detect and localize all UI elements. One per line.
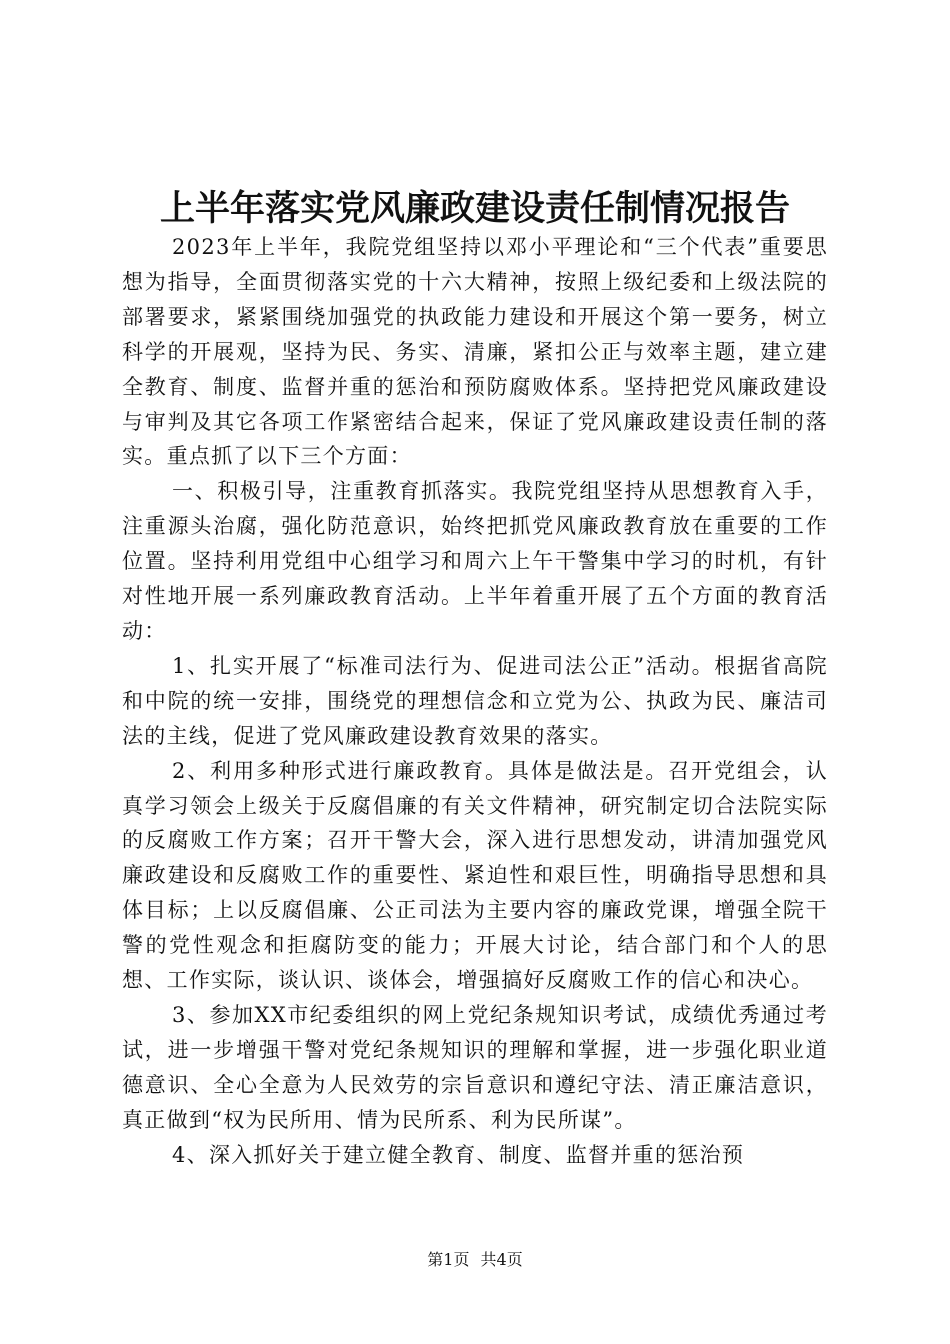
paragraph-section-1: 一、积极引导，注重教育抓落实。我院党组坚持从思想教育入手，注重源头治腐，强化防范意识，始终把抓党风廉政教育放在重要的工作位置。坚持利用党组中心组学习和周六上午干警集中学习的时机，有针对性地开展一系列廉政教育活动。上半年着重开展了五个方面的教育活动： [122, 479, 828, 643]
paragraph-item-1: 1、扎实开展了“标准司法行为、促进司法公正”活动。根据省高院和中院的统一安排，围绕党的理想信念和立党为公、执政为民、廉洁司法的主线，促进了党风廉政建设教育效果的落实。 [122, 653, 828, 748]
document-body [122, 230, 828, 1172]
page-total: 共4页 [480, 1250, 523, 1269]
paragraph-item-4: 4、深入抓好关于建立健全教育、制度、监督并重的惩治预 [172, 1142, 745, 1167]
paragraph-intro: 2023年上半年，我院党组坚持以邓小平理论和“三个代表”重要思想为指导，全面贯彻落实党的十六大精神，按照上级纪委和上级法院的部署要求，紧紧围绕加强党的执政能力建设和开展这个第一要务，树立科学的开展观，坚持为民、务实、清廉，紧扣公正与效率主题，建立建全教育、制度、监督并重的惩治和预防腐败体系。坚持把党风廉政建设与审判及其它各项工作紧密结合起来，保证了党风廉政建设责任制的落实。重点抓了以下三个方面： [122, 235, 828, 469]
paragraph-item-2: 2、利用多种形式进行廉政教育。具体是做法是。召开党组会，认真学习领会上级关于反腐倡廉的有关文件精神，研究制定切合法院实际的反腐败工作方案；召开干警大会，深入进行思想发动，讲清加强党风廉政建设和反腐败工作的重要性、紧迫性和艰巨性，明确指导思想和具体目标；上以反腐倡廉、公正司法为主要内容的廉政党课，增强全院干警的党性观念和拒腐防变的能力；开展大讨论，结合部门和个人的思想、工作实际，谈认识、谈体会，增强搞好反腐败工作的信心和决心。 [122, 758, 828, 993]
page-number: 第1页 [427, 1250, 470, 1269]
paragraph-item-3: 3、参加XX市纪委组织的网上党纪条规知识考试，成绩优秀通过考试，进一步增强干警对党纪条规知识的理解和掌握，进一步强化职业道德意识、全心全意为人民效劳的宗旨意识和遵纪守法、清正廉洁意识，真正做到“权为民所用、情为民所系、利为民所谋”。 [122, 1002, 828, 1132]
document-title: 上半年落实党风廉政建设责任制情况报告 [159, 188, 790, 229]
page-footer [0, 1250, 950, 1270]
